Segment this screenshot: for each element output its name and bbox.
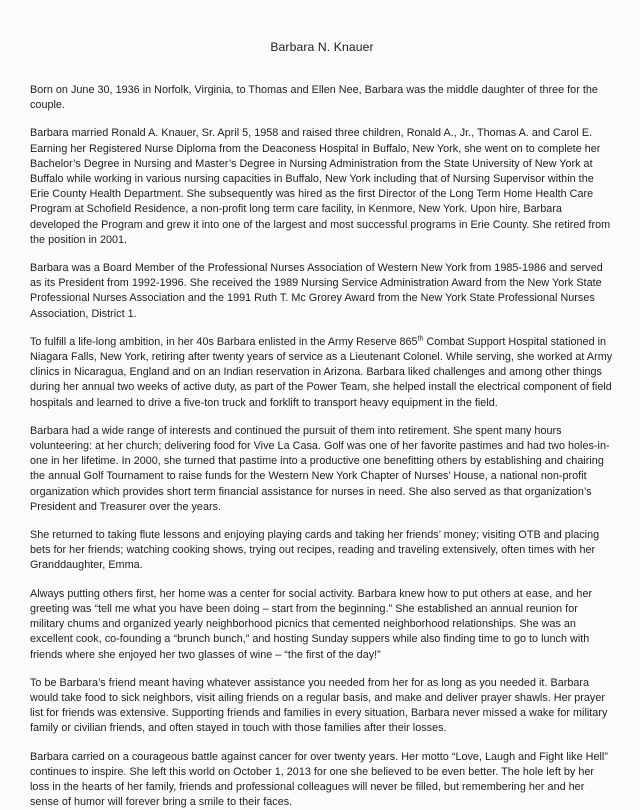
paragraph-army xyxy=(30,335,614,411)
paragraph-hobbies: She returned to taking flute lessons and enjoying playing cards and taking her friends’ money; visiting OTB and placing bets for her friends; watching cooking shows, trying out recipes, reading and traveling extensively, often times with her Granddaughter, Emma. xyxy=(30,529,600,572)
army-text-start: To fulfill a life-long ambition, in her 40s Barbara enlisted in the Army Reserve 865 xyxy=(30,335,418,348)
paragraph-interests: Barbara had a wide range of interests and continued the pursuit of them into retirement. She spent many hours volunteering: at her church; delivering food for Vive La Casa. Golf was one of her favorite pastimes and had two holes-in-one in her lifetime. In 2000, she turned that pastime into a productive one benefitting others by establishing and chairing the annual Golf Tournament to raise funds for the Western New York Chapter of Nurses’ House, a national non-profit organization which provides short term financial assistance for nurses in need. She also served as that organization’s President and Treasurer over the years. xyxy=(30,424,610,513)
paragraph-association: Barbara was a Board Member of the Professional Nurses Association of Western New York from 1985-1986 and served as its President from 1992-1996. She received the 1989 Nursing Service Administration Award from the New York State Professional Nurses Association and the 1991 Ruth T. Mc Grorey Award from the New York State Professional Nurses Association, District 1. xyxy=(30,262,603,320)
paragraph-friendship: To be Barbara’s friend meant having whatever assistance you needed from her for as long as you needed it. Barbara would take food to sick neighbors, visit ailing friends on a regular basis, and make and deliver prayer shawls. Her prayer list for friends was extensive. Supporting friends and families in every situation, Barbara never missed a wake for military family or civilian friends, and often stayed in touch with those families after their losses. xyxy=(30,676,608,735)
document-title: Barbara N. Knauer xyxy=(270,40,374,54)
paragraph-career: Barbara married Ronald A. Knauer, Sr. April 5, 1958 and raised three children, Ronald A., Jr., Thomas A. and Carol E. Earning her Registered Nurse Diploma from the Deaconess Hospital in Buffalo, New York, she went on to complete her Bachelor’s Degree in Nursing and Master’s Degree in Nursing Administration from the State University of New York at Buffalo while working in various nursing capacities in Buffalo, New York including that of Nursing Supervisor within the Erie County Health Department. She subsequently was hired as the first Director of the Long Term Home Health Care Program at Schofield Residence, a non-profit long term care facility, in Kenmore, New York. Upon hire, Barbara developed the Program and grew it into one of the largest and most successful programs in Erie County. She retired from the position in 2001. xyxy=(30,127,611,246)
ordinal-suffix: th xyxy=(417,335,424,343)
paragraph-birth: Born on June 30, 1936 in Norfolk, Virginia, to Thomas and Ellen Nee, Barbara was the middle daughter of three for the couple. xyxy=(30,84,598,112)
paragraph-legacy: Barbara carried on a courageous battle against cancer for over twenty years. Her motto “Love, Laugh and Fight like Hell” continues to inspire. She left this world on October 1, 2013 for one she believed to be even better. The hole left by her loss in the hearts of her family, friends and professional colleagues will never be filled, but remembering her and her sense of humor will forever bring a smile to their faces. xyxy=(30,750,608,809)
paragraph-social: Always putting others first, her home was a center for social activity. Barbara knew how to put others at ease, and her greeting was “tell me what you have been doing – start from the beginning.” She established an annual reunion for military chums and organized yearly neighborhood picnics that cemented neighborhood relationships. She was an excellent cook, co-founding a “brunch bunch,” and hosting Sunday suppers while also finding time to go to lunch with friends where she enjoyed her two glasses of wine – “the first of the day!” xyxy=(30,587,593,661)
army-text-end: Combat Support Hospital stationed in Niagara Falls, New York, retiring after twenty years of service as a Lieutenant Colonel. While serving, she worked at Army clinics in Nicaragua, England and on an Indian reservation in Arizona. Barbara liked challenges and among other things during her annual two weeks of active duty, as part of the Power Team, she helped install the electrical component of field hospitals and learned to drive a five-ton truck and forklift to transport heavy equipment in the field. xyxy=(30,335,613,409)
